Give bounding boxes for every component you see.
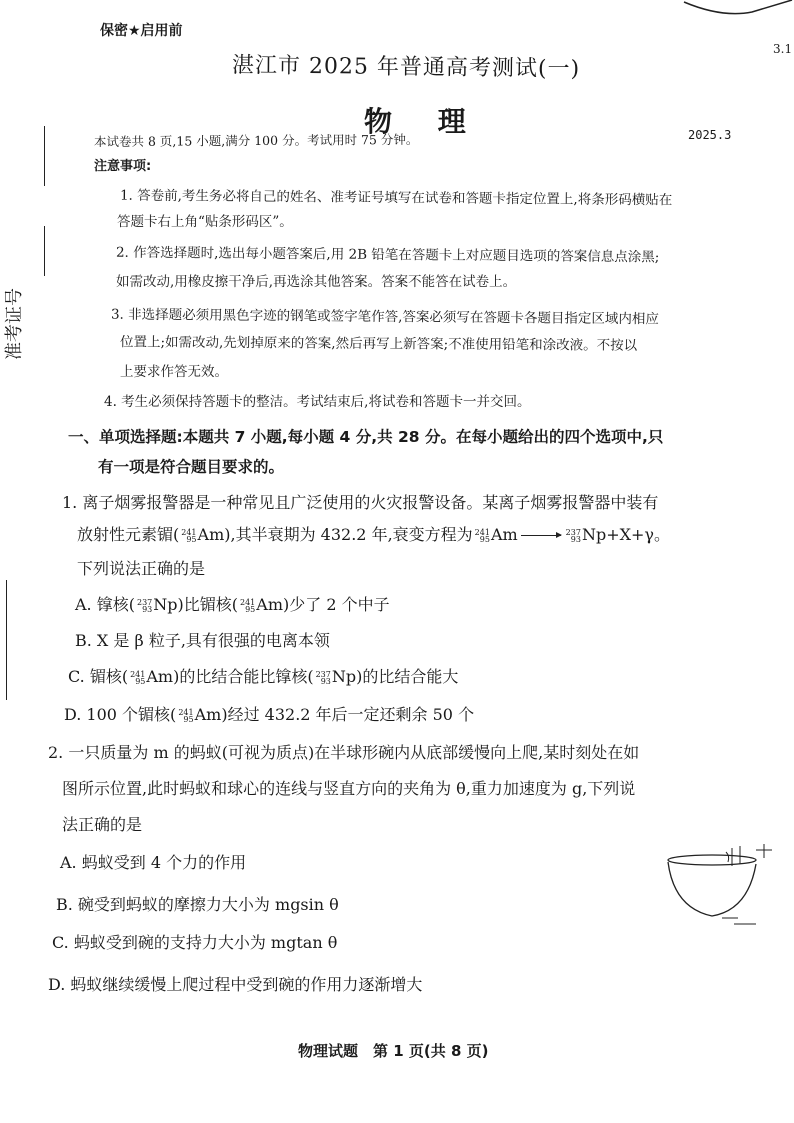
q1-option-b: B. X 是 β 粒子,具有很强的电离本领: [75, 631, 330, 650]
q1-stem-line: 下列说法正确的是: [77, 559, 206, 578]
q2-option-d: D. 蚂蚁继续缓慢上爬过程中受到碗的作用力逐渐增大: [48, 975, 423, 994]
notice-line: 上要求作答无效。: [120, 364, 228, 380]
notice-line: 如需改动,用橡皮擦干净后,再选涂其他答案。答案不能答在试卷上。: [116, 274, 517, 290]
q1-option-d: D. 100 个镅核( 241 95 Am)经过 432.2 年后一定还剩余 50 个: [64, 705, 475, 724]
corner-mark: 3.1: [773, 42, 793, 56]
notice-line: 答题卡右上角“贴条形码区”。: [117, 214, 293, 230]
q1-option-a: A. 镎核( 237 93 Np)比镅核( 241 95 Am)少了 2 个中子: [75, 595, 390, 614]
subject-title: 物 理: [364, 105, 484, 138]
exam-title: 湛江市 2025 年普通高考测试(一): [231, 53, 581, 82]
q2-stem-line: 2. 一只质量为 m 的蚂蚁(可视为质点)在半球形碗内从底部缓慢向上爬,某时刻处在如: [48, 743, 640, 762]
corner-scribble: [682, 0, 794, 20]
margin-line: [44, 226, 45, 276]
confidential-label: 保密★启用前: [100, 23, 183, 39]
notice-line: 位置上;如需改动,先划掉原来的答案,然后再写上新答案;不准使用铅笔和涂改液。不按以: [119, 334, 638, 354]
notice-line: 2. 作答选择题时,选出每小题答案后,用 2B 铅笔在答题卡上对应题目选项的答案信息点涂黑;: [115, 244, 660, 266]
notice-heading: 注意事项:: [94, 159, 152, 174]
candidate-number-label: 准考证号: [4, 288, 25, 360]
am-nuclide: 241 95: [181, 527, 197, 544]
q2-option-b: B. 碗受到蚂蚁的摩擦力大小为 mgsin θ: [56, 895, 339, 914]
margin-line: [6, 580, 7, 700]
q2-option-a: A. 蚂蚁受到 4 个力的作用: [60, 853, 247, 872]
notice-line: 3. 非选择题必须用黑色字迹的钢笔或签字笔作答,答案必须写在答题卡各题目指定区域内相应: [110, 306, 660, 328]
q1-stem-line: 放射性元素镅( 241 95 Am),其半衰期为 432.2 年,衰变方程为 241 95 Am 237 93 Np+X+γ。: [77, 525, 670, 544]
section-heading-cont: 有一项是符合题目要求的。: [98, 458, 285, 476]
notice-line: 1. 答卷前,考生务必将自己的姓名、准考证号填写在试卷和答题卡指定位置上,将条形码横贴在: [119, 187, 673, 209]
exam-date: 2025.3: [688, 128, 732, 142]
q1-option-c: C. 镅核( 241 95 Am)的比结合能比镎核( 237 93 Np)的比结合能大: [68, 667, 459, 686]
q2-stem-line: 图所示位置,此时蚂蚁和球心的连线与竖直方向的夹角为 θ,重力加速度为 g,下列说: [62, 779, 636, 798]
bowl-diagram: [660, 838, 780, 938]
q2-stem-line: 法正确的是: [62, 815, 143, 834]
am-nuclide: 241 95: [474, 527, 490, 544]
margin-line: [44, 126, 45, 186]
section-heading: 一、单项选择题:本题共 7 小题,每小题 4 分,共 28 分。在每小题给出的四个选项中,只: [68, 428, 664, 446]
q1-stem-line: 1. 离子烟雾报警器是一种常见且广泛使用的火灾报警设备。某离子烟雾报警器中装有: [62, 493, 659, 512]
q2-option-c: C. 蚂蚁受到碗的支持力大小为 mgtan θ: [52, 933, 338, 952]
notice-line: 4. 考生必须保持答题卡的整洁。考试结束后,将试卷和答题卡一并交回。: [104, 394, 531, 410]
page-footer: 物理试题 第 1 页(共 8 页): [298, 1042, 489, 1060]
paper-info: 本试卷共 8 页,15 小题,满分 100 分。考试用时 75 分钟。: [93, 131, 419, 150]
decay-arrow: [521, 535, 561, 536]
np-nuclide: 237 93: [565, 527, 581, 544]
